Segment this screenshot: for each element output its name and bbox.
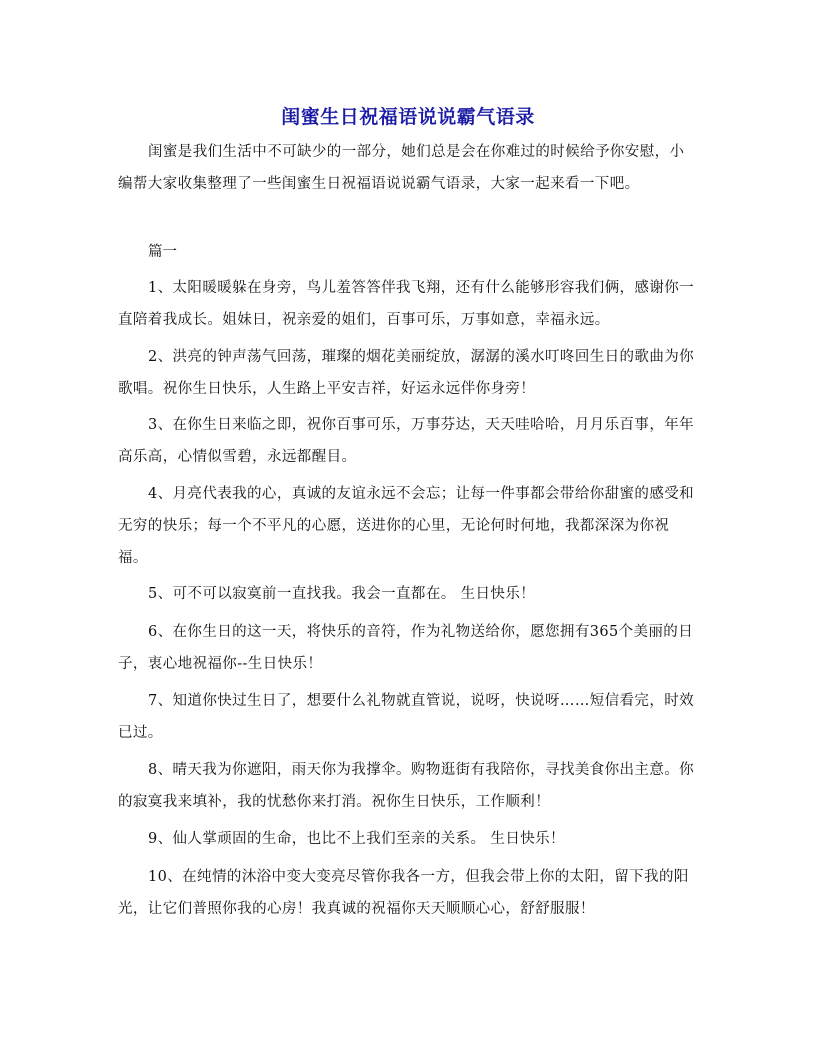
list-item: 2、洪亮的钟声荡气回荡，璀璨的烟花美丽绽放，潺潺的溪水叮咚回生日的歌曲为你歌唱。祝你生日快乐，人生路上平安吉祥，好运永远伴你身旁！ xyxy=(118,349,695,397)
intro-paragraph: 闺蜜是我们生活中不可缺少的一部分，她们总是会在你难过的时候给予你安慰，小编帮大家收集整理了一些闺蜜生日祝福语说说霸气语录，大家一起来看一下吧。 xyxy=(118,144,685,192)
list-item: 6、在你生日的这一天，将快乐的音符，作为礼物送给你，愿您拥有365个美丽的日子，衷心地祝福你--生日快乐！ xyxy=(118,624,694,672)
list-item: 8、晴天我为你遮阳，雨天你为我撑伞。购物逛街有我陪你，寻找美食你出主意。你的寂寞我来填补，我的忧愁你来打消。祝你生日快乐，工作顺利！ xyxy=(118,762,695,810)
list-item: 10、在纯情的沐浴中变大变亮尽管你我各一方，但我会带上你的太阳，留下我的阳光，让它们普照你我的心房！我真诚的祝福你天天顺顺心心，舒舒服服！ xyxy=(118,869,689,917)
section-heading: 篇一 xyxy=(148,244,177,260)
document-title: 闺蜜生日祝福语说说霸气语录 xyxy=(281,106,535,128)
list-item: 7、知道你快过生日了，想要什么礼物就直管说，说呀，快说呀……短信看完，时效已过。 xyxy=(118,693,695,741)
list-item: 3、在你生日来临之即，祝你百事可乐，万事芬达，天天哇哈哈，月月乐百事，年年高乐高，心情似雪碧，永远都醒目。 xyxy=(118,417,695,465)
list-item: 1、太阳暖暖躲在身旁，鸟儿羞答答伴我飞翔，还有什么能够形容我们俩，感谢你一直陪着我成长。姐妹日，祝亲爱的姐们，百事可乐，万事如意，幸福永远。 xyxy=(118,280,695,328)
list-item: 4、月亮代表我的心，真诚的友谊永远不会忘；让每一件事都会带给你甜蜜的感受和无穷的快乐；每一个不平凡的心愿，送进你的心里，无论何时何地，我都深深为你祝福。 xyxy=(118,486,695,566)
list-item: 9、仙人掌顽固的生命，也比不上我们至亲的关系。 生日快乐！ xyxy=(148,831,565,847)
list-item: 5、可不可以寂寞前一直找我。我会一直都在。 生日快乐！ xyxy=(148,586,536,602)
